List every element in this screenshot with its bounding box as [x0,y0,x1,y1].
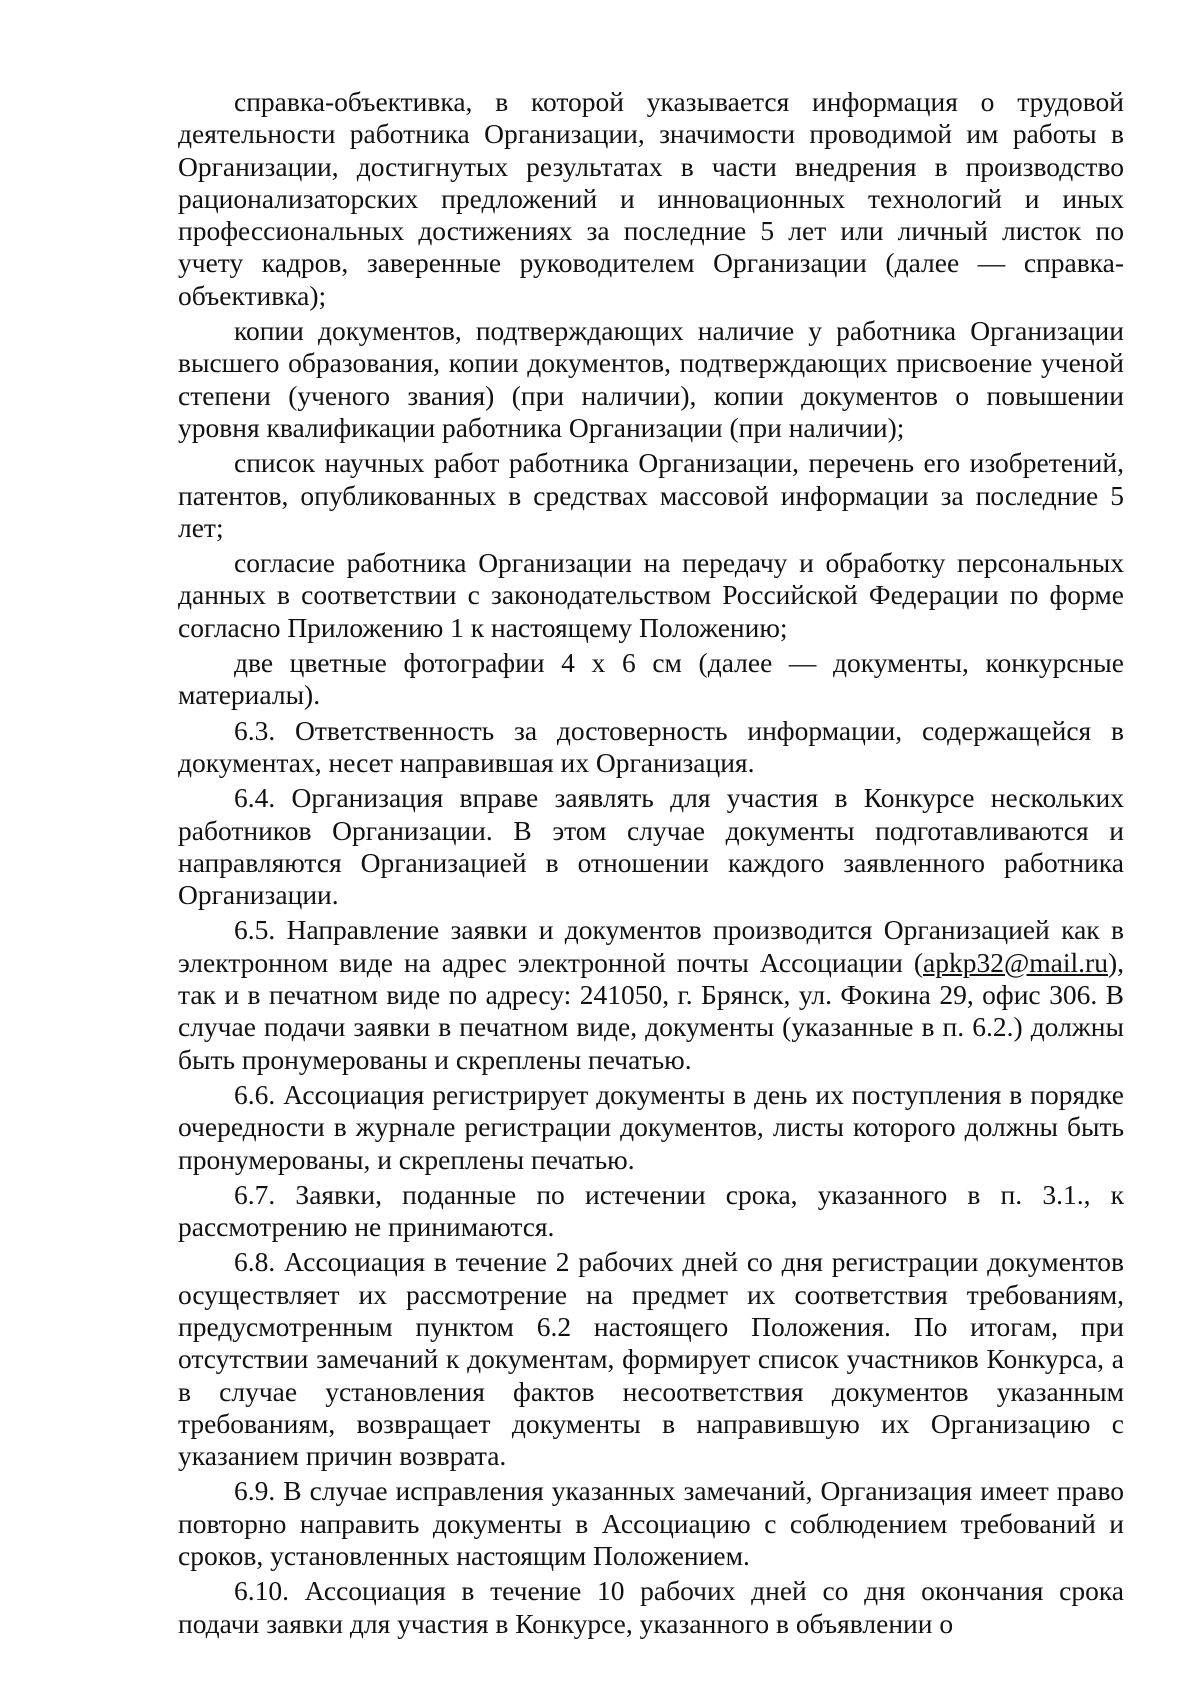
paragraph-consent: согласие работника Организации на передачу и обработку персональных данных в соответствии с законодательством Российской Федерации по форме согласно Приложению 1 к настоящему Положению; [178,547,1124,643]
paragraph-6-3: 6.3. Ответственность за достоверность информации, содержащейся в документах, несет направившая их Организация. [178,714,1124,778]
paragraph-scientific-works: список научных работ работника Организации, перечень его изобретений, патентов, опубликованных в средствах массовой информации за последние 5 лет; [178,447,1124,543]
paragraph-6-4: 6.4. Организация вправе заявлять для участия в Конкурсе нескольких работников Организации. В этом случае документы подготавливаются и направляются Организацией в отношении каждого заявленного работника Организации. [178,782,1124,911]
paragraph-6-6: 6.6. Ассоциация регистрирует документы в день их поступления в порядке очередности в журнале регистрации документов, листы которого должны быть пронумерованы, и скреплены печатью. [178,1078,1124,1175]
document-page [178,86,1124,1640]
paragraph-education-copies: копии документов, подтверждающих наличие у работника Организации высшего образования, копии документов, подтверждающих присвоение ученой степени (ученого звания) (при наличии), копии документов о повышении уровня квалификации работника Организации (при наличии); [178,315,1124,443]
paragraph-6-5 [178,914,1124,1075]
paragraph-6-7: 6.7. Заявки, поданные по истечении срока, указанного в п. 3.1., к рассмотрению не принимаются. [178,1178,1124,1243]
paragraph-photos: две цветные фотографии 4 x 6 см (далее — документы, конкурсные материалы). [178,647,1124,711]
paragraph-6-5-part-2: ), так и в печатном виде по адресу: 241050, г. Брянск, ул. Фокина 29, офис 306. В случае подачи заявки в печатном виде, документы (указанные в п. 6.2.) должны быть пронумерованы и скреплены печатью. [178,946,1124,1075]
paragraph-6-9: 6.9. В случае исправления указанных замечаний, Организация имеет право повторно направить документы в Ассоциацию с соблюдением требований и сроков, установленных настоящим Положением. [178,1475,1124,1572]
paragraph-6-5-part-1: 6.5. Направление заявки и документов производится Организацией как в электронном виде на адрес электронной почты Ассоциации ( [178,914,1124,978]
paragraph-6-10: 6.10. Ассоциация в течение 10 рабочих дней со дня окончания срока подачи заявки для участия в Конкурсе, указанного в объявлении о [178,1575,1124,1639]
paragraph-certificate: справка-объективка, в которой указывается информация о трудовой деятельности работника Организации, значимости проводимой им работы в Организации, достигнутых результатах в части внедрения в производство рационализаторских предложений и инновационных технологий и иных профессиональных достижениях за последние 5 лет или личный листок по учету кадров, заверенные руководителем Организации (далее — справка-объективка); [178,86,1124,311]
email-link[interactable]: apkp32@mail.ru [923,946,1108,978]
paragraph-6-8: 6.8. Ассоциация в течение 2 рабочих дней со дня регистрации документов осуществляет их рассмотрение на предмет их соответствия требованиям, предусмотренным пунктом 6.2 настоящего Положения. По итогам, при отсутствии замечаний к документам, формирует список участников Конкурса, а в случае установления фактов несоответствия документов указанным требованиям, возвращает документы в направившую их Организацию с указанием причин возврата. [178,1246,1124,1472]
